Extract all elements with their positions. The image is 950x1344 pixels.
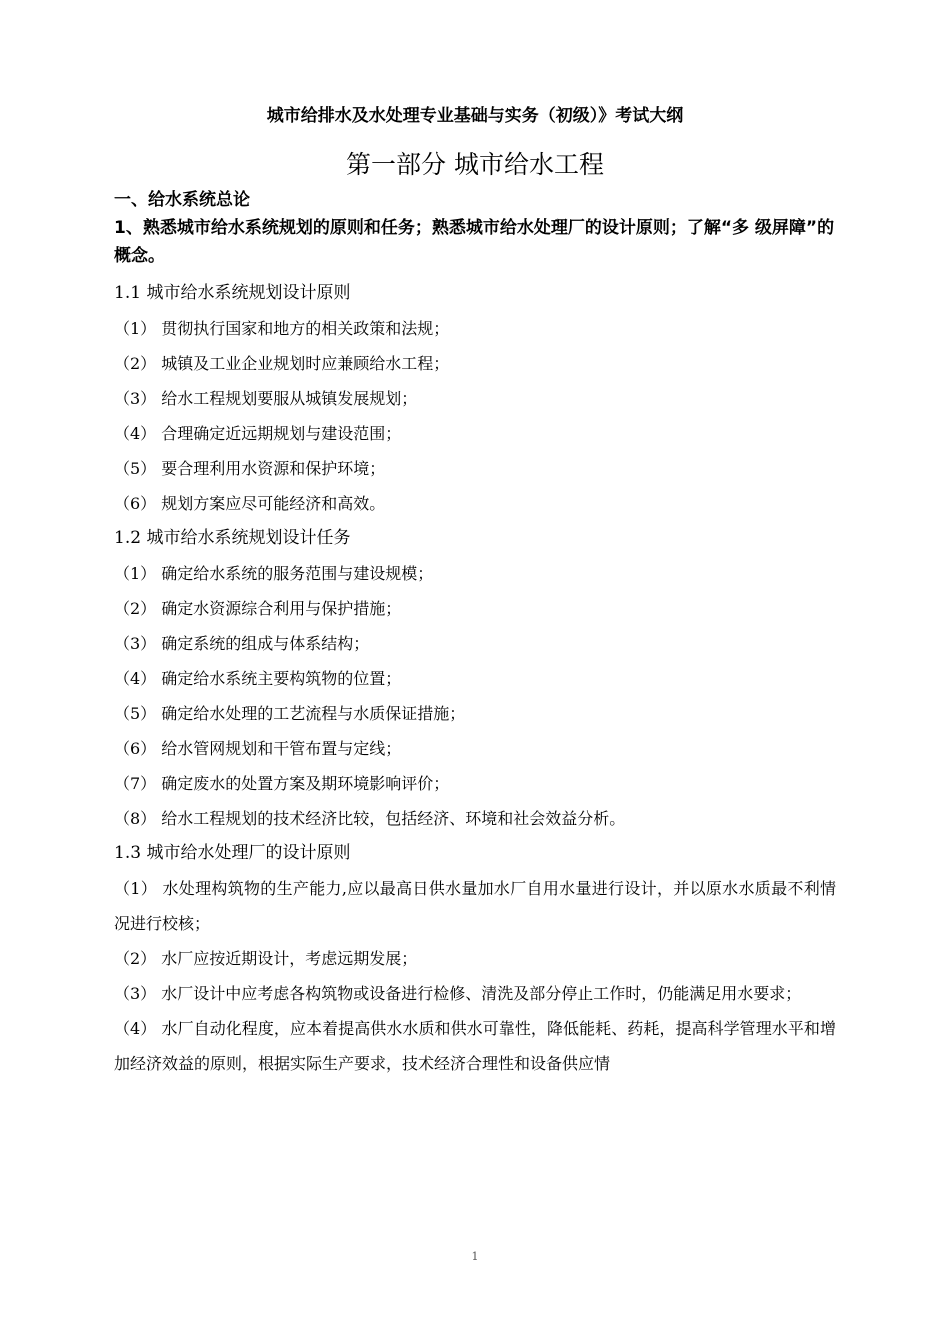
list-item: （4） 确定给水系统主要构筑物的位置； <box>114 669 402 688</box>
subsection-title-1-2: 1.2 城市给水系统规划设计任务 <box>114 528 351 548</box>
list-item: （4） 水厂自动化程度，应本着提高供水水质和供水可靠性，降低能耗、药耗，提高科学管理水平和增加经济效益的原则，根据实际生产要求，技术经济合理性和设备供应情 <box>114 1019 836 1073</box>
document-title: 城市给排水及水处理专业基础与实务（初级）》考试大纲 <box>266 106 684 126</box>
list-item: （6） 给水管网规划和干管布置与定线； <box>114 739 402 758</box>
subsection-title-1-1: 1.1 城市给水系统规划设计原则 <box>114 283 351 303</box>
list-item: （4） 合理确定近远期规划与建设范围； <box>114 424 402 443</box>
list-item: （1） 水处理构筑物的生产能力,应以最高日供水量加水厂自用水量进行设计，并以原水水质最不利情况进行校核； <box>114 879 836 933</box>
list-item: （3） 确定系统的组成与体系结构； <box>114 634 370 653</box>
list-item: （1） 确定给水系统的服务范围与建设规模； <box>114 564 434 583</box>
list-item: （2） 确定水资源综合利用与保护措施； <box>114 599 402 618</box>
page-number: 1 <box>471 1250 479 1263</box>
list-item: （5） 确定给水处理的工艺流程与水质保证措施； <box>114 704 466 723</box>
list-item: （6） 规划方案应尽可能经济和高效。 <box>114 494 386 513</box>
requirement-text: 1、熟悉城市给水系统规划的原则和任务；熟悉城市给水处理厂的设计原则；了解“多 级屏障”的概念。 <box>114 218 835 266</box>
list-item: （1） 贯彻执行国家和地方的相关政策和法规； <box>114 319 450 338</box>
list-item: （5） 要合理利用水资源和保护环境； <box>114 459 386 478</box>
section-heading: 一、给水系统总论 <box>114 190 250 210</box>
list-item: （3） 水厂设计中应考虑各构筑物或设备进行检修、清洗及部分停止工作时，仍能满足用水要求； <box>114 984 802 1003</box>
list-item: （3） 给水工程规划要服从城镇发展规划； <box>114 389 418 408</box>
list-item: （2） 水厂应按近期设计，考虑远期发展； <box>114 949 418 968</box>
document-body <box>114 186 836 1081</box>
list-item: （8） 给水工程规划的技术经济比较，包括经济、环境和社会效益分析。 <box>114 809 626 828</box>
list-item: （2） 城镇及工业企业规划时应兼顾给水工程； <box>114 354 450 373</box>
part-title: 第一部分 城市给水工程 <box>346 150 604 179</box>
list-item: （7） 确定废水的处置方案及期环境影响评价； <box>114 774 450 793</box>
subsection-title-1-3: 1.3 城市给水处理厂的设计原则 <box>114 843 351 863</box>
